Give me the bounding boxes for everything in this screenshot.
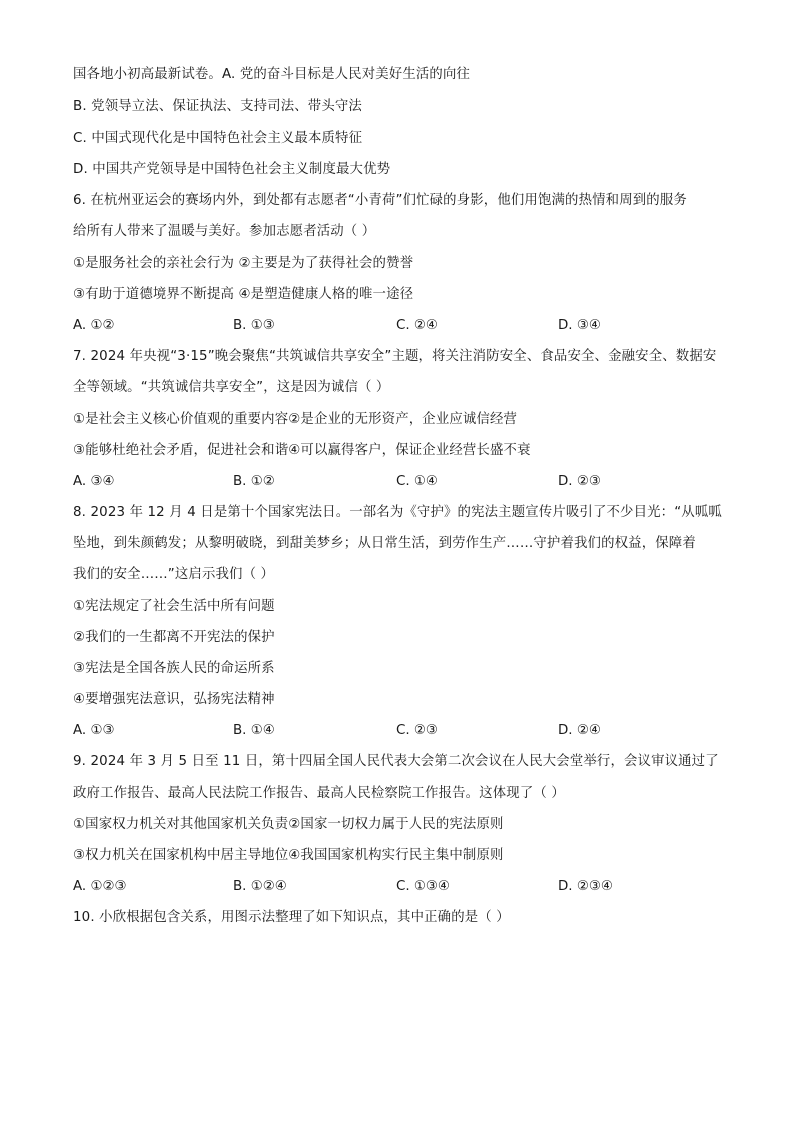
q8-statement-4: ④要增强宪法意识，弘扬宪法精神: [73, 692, 275, 707]
q5-option-b: B. 党领导立法、保证执法、支持司法、带头守法: [73, 99, 362, 114]
q7-option-c: C. ①④: [396, 474, 438, 489]
q9-stem-line2: 政府工作报告、最高人民法院工作报告、最高人民检察院工作报告。这体现了（ ）: [73, 786, 565, 801]
q5-intro-and-option-a: [73, 65, 728, 85]
q7-option-b: B. ①②: [233, 474, 275, 489]
q7-options: [73, 472, 728, 492]
q5-option-d: D. 中国共产党领导是中国特色社会主义制度最大优势: [73, 162, 391, 177]
q8-statement-1: ①宪法规定了社会生活中所有问题: [73, 599, 275, 614]
q7-option-d: D. ②③: [558, 474, 601, 489]
q6-option-c: C. ②④: [396, 318, 438, 333]
q5-option-a: A. 党的奋斗目标是人民对美好生活的向往: [221, 67, 471, 82]
q8-statement-2: ②我们的一生都离不开宪法的保护: [73, 630, 275, 645]
q9-option-b: B. ①②④: [233, 879, 287, 894]
q8-option-c: C. ②③: [396, 723, 438, 738]
q6-statements-line2: ③有助于道德境界不断提高 ④是塑造健康人格的唯一途径: [73, 287, 414, 302]
q9-option-d: D. ②③④: [558, 879, 613, 894]
q6-stem-line1: 6. 在杭州亚运会的赛场内外，到处都有志愿者“小青荷”们忙碌的身影，他们用饱满的热情和周到的服务: [73, 193, 687, 208]
q9-option-a: A. ①②③: [73, 879, 127, 894]
q8-stem-line1: 8. 2023 年 12 月 4 日是第十个国家宪法日。一部名为《守护》的宪法主题宣传片吸引了不少目光：“从呱呱: [73, 505, 722, 520]
q7-option-a: A. ③④: [73, 474, 115, 489]
q7-stem-line1: 7. 2024 年央视“3·15”晚会聚焦“共筑诚信共享安全”主题，将关注消防安全、食品安全、金融安全、数据安: [73, 349, 717, 364]
q8-option-b: B. ①④: [233, 723, 275, 738]
q8-stem-line2: 坠地，到朱颜鹤发；从黎明破晓，到甜美梦乡；从日常生活，到劳作生产……守护着我们的权益，保障着: [73, 536, 696, 551]
q5-intro: 国各地小初高最新试卷。: [73, 67, 222, 82]
q6-options: [73, 316, 728, 336]
q9-statements-line2: ③权力机关在国家机构中居主导地位④我国国家机构实行民主集中制原则: [73, 848, 504, 863]
q7-statements-line1: ①是社会主义核心价值观的重要内容②是企业的无形资产，企业应诚信经营: [73, 412, 518, 427]
q8-stem-line3: 我们的安全……”这启示我们（ ）: [73, 567, 275, 582]
q6-statements-line1: ①是服务社会的亲社会行为 ②主要是为了获得社会的赞誉: [73, 256, 414, 271]
q6-option-b: B. ①③: [233, 318, 275, 333]
q5-option-c: C. 中国式现代化是中国特色社会主义最本质特征: [73, 131, 363, 146]
q9-options: [73, 877, 728, 897]
q7-statements-line2: ③能够杜绝社会矛盾，促进社会和谐④可以赢得客户，保证企业经营长盛不衰: [73, 443, 531, 458]
q7-stem-line2: 全等领域。“共筑诚信共享安全”，这是因为诚信（ ）: [73, 380, 390, 395]
q9-option-c: C. ①③④: [396, 879, 450, 894]
q9-statements-line1: ①国家权力机关对其他国家机关负责②国家一切权力属于人民的宪法原则: [73, 817, 504, 832]
q6-option-d: D. ③④: [558, 318, 601, 333]
q8-option-d: D. ②④: [558, 723, 601, 738]
q8-options: [73, 721, 728, 741]
q10-stem-line1: 10. 小欣根据包含关系，用图示法整理了如下知识点，其中正确的是（ ）: [73, 910, 510, 925]
q9-stem-line1: 9. 2024 年 3 月 5 日至 11 日，第十四届全国人民代表大会第二次会议在人民大会堂举行，会议审议通过了: [73, 754, 719, 769]
q6-stem-line2: 给所有人带来了温暖与美好。参加志愿者活动（ ）: [73, 224, 376, 239]
q8-option-a: A. ①③: [73, 723, 115, 738]
q6-option-a: A. ①②: [73, 318, 115, 333]
q8-statement-3: ③宪法是全国各族人民的命运所系: [73, 661, 275, 676]
